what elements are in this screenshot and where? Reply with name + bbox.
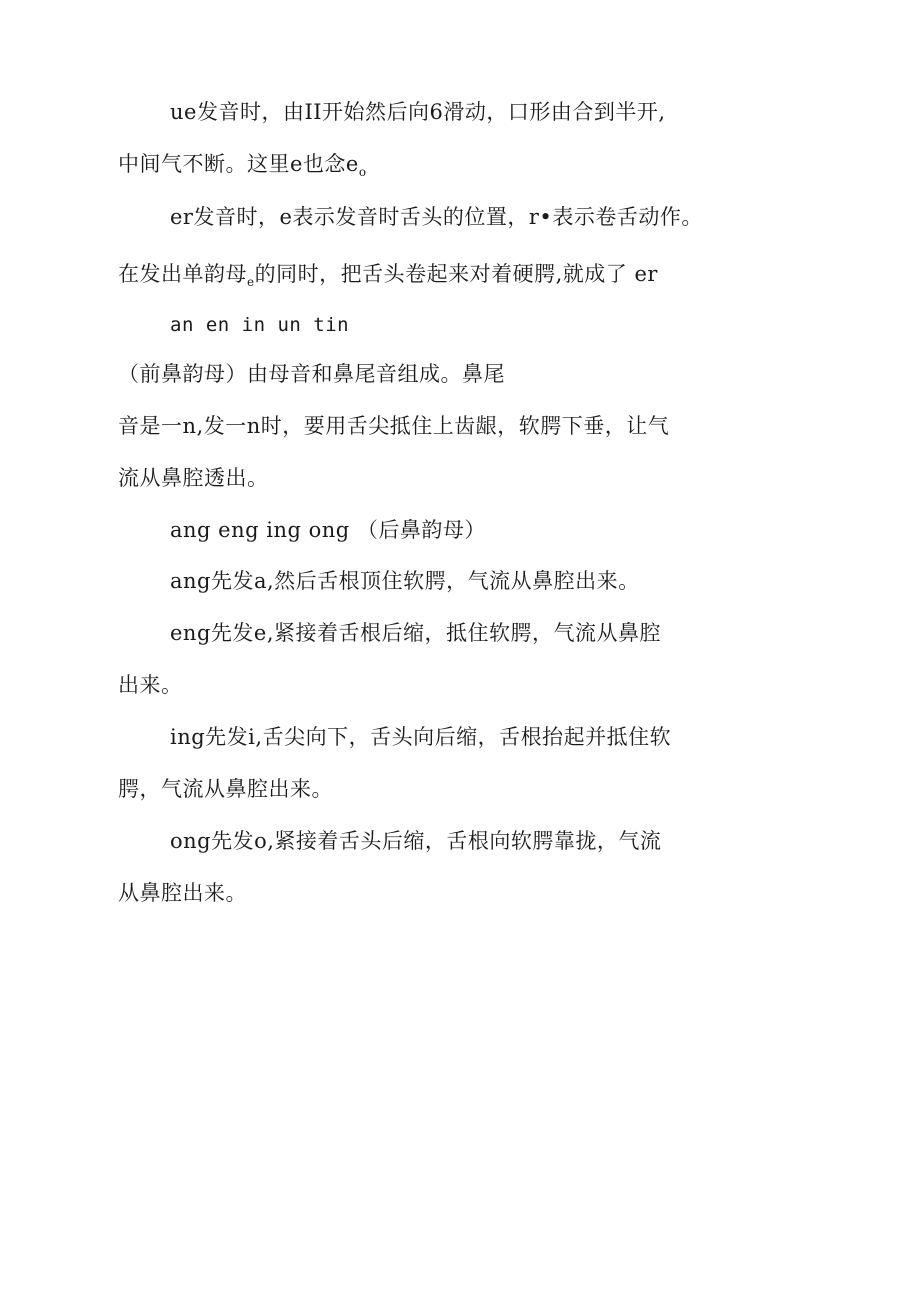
paragraph-ue-line-2-text: 中间气不断。这里e也念e <box>118 152 359 176</box>
paragraph-ing-line-2: 腭，气流从鼻腔出来。 <box>118 777 333 801</box>
paragraph-ing-line-1: ing先发i,舌尖向下，舌头向后缩，舌根抬起并抵住软 <box>170 725 672 749</box>
paragraph-er-line-2-post: 的同时，把舌头卷起来对着硬腭,就成了 er <box>254 262 658 286</box>
subscript-e: e <box>247 275 255 289</box>
paragraph-ue-line-2 <box>118 151 367 185</box>
back-nasal-finals-list: ang eng ing ong （后鼻韵母） <box>170 518 486 542</box>
front-nasal-line-2: 音是一n,发一n时，要用舌尖抵住上齿龈，软腭下垂，让气 <box>118 414 670 438</box>
front-nasal-line-3: 流从鼻腔透出。 <box>118 466 269 490</box>
paragraph-ue-line-1: ue发音时，由II开始然后向6滑动，口形由合到半开, <box>170 100 666 124</box>
paragraph-eng-line-1: eng先发e,紧接着舌根后缩，抵住软腭，气流从鼻腔 <box>170 621 661 645</box>
paragraph-ang-line-1: ang先发a,然后舌根顶住软腭，气流从鼻腔出来。 <box>170 569 640 593</box>
front-nasal-finals-list: an en in un tin <box>170 314 350 336</box>
paragraph-er-line-2-pre: 在发出单韵母 <box>118 262 247 286</box>
paragraph-er-line-2 <box>118 261 658 295</box>
subscript-o: o <box>358 165 367 179</box>
paragraph-ong-line-1: ong先发o,紧接着舌头后缩，舌根向软腭靠拢，气流 <box>170 829 662 853</box>
paragraph-er-line-1: er发音时，e表示发音时舌头的位置，r•表示卷舌动作。 <box>170 205 703 229</box>
paragraph-ong-line-2: 从鼻腔出来。 <box>118 881 247 905</box>
front-nasal-line-1: （前鼻韵母）由母音和鼻尾音组成。鼻尾 <box>118 362 505 386</box>
paragraph-eng-line-2: 出来。 <box>118 673 183 697</box>
